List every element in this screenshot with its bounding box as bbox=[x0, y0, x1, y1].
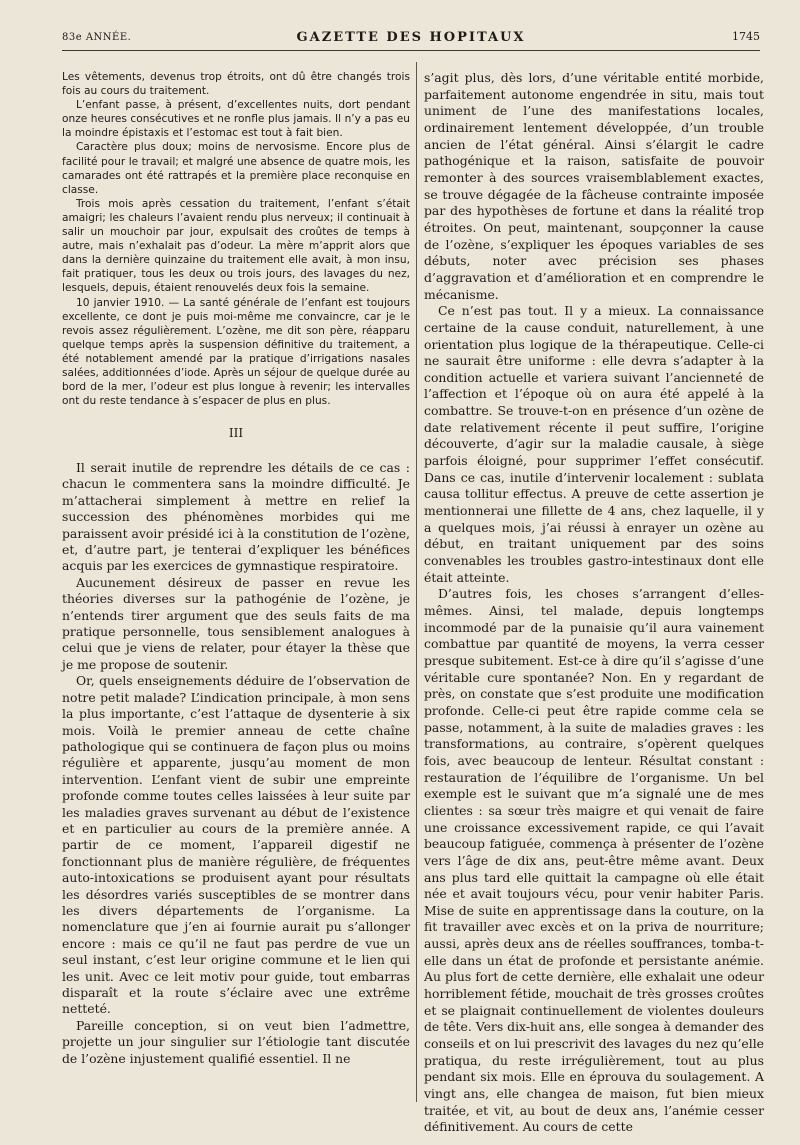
paragraph: L’enfant passe, à présent, d’excellentes nuits, dort pendant onze heures consécutives et ne ronfle plus jamais. Il n’y a pas eu la moindre épistaxis et l’estomac est tout à fait bien. bbox=[62, 99, 410, 140]
page-number: 1745 bbox=[732, 30, 760, 43]
paragraph: Trois mois après cessation du traitement, l’enfant s’était amaigri; les chaleurs l’avaient rendu plus nerveux; il continuait à salir un mouchoir par jour, expulsait des croûtes de temps à autre, mais n’exhalait pas d’odeur. La mère m’apprit alors que dans la dernière quinzaine du traitement elle avait, à mon insu, fait pratiquer, tous les deux ou trois jours, des lavages du nez, lesquels, depuis, étaient renouvelés deux fois la semaine. bbox=[62, 197, 410, 295]
paragraph: Ce n’est pas tout. Il y a mieux. La connaissance certaine de la cause conduit, naturellement, à une orientation plus logique de la thérapeutique. Celle-ci ne saurait être uniforme : elle devra s’adapter à la condition actuelle et variera suivant l’ancienneté de l’affection et l’époque où on aura été appelé à la combattre. Se trouve-t-on en présence d’un ozène de date relativement récente il peut suffire, l’origine découverte, d’agir sur la maladie causale, à siège parfois éloigné, pour supprimer l’effet consécutif. Dans ce cas, inutile d’intervenir localement : sublata causa tollitur effectus. A preuve de cette assertion je mentionnerai une fillette de 4 ans, chez laquelle, il y a quelques mois, j’ai réussi à enrayer un ozène au début, en traitant uniquement par des soins convenables les troubles gastro-intestinaux dont elle était atteinte. bbox=[424, 303, 764, 585]
paragraph: Il serait inutile de reprendre les détails de ce cas : chacun le commentera sans la moindre difficulté. Je m’attacherai simplement à mettre en relief la succession des phénomènes morbides qui me paraissent avoir présidé ici à la constitution de l’ozène, et, d’autre part, je tenterai d’expliquer les bénéfices acquis par les exercices de gymnastique respiratoire. bbox=[62, 460, 410, 574]
paragraph: Les vêtements, devenus trop étroits, ont dû être changés trois fois au cours du traitement. bbox=[62, 71, 410, 98]
journal-title: GAZETTE DES HOPITAUX bbox=[296, 30, 526, 45]
column-divider bbox=[416, 62, 417, 1102]
volume-label: 83e ANNÉE. bbox=[62, 32, 132, 43]
left-column-case-notes bbox=[62, 70, 410, 408]
paragraph: 10 janvier 1910. — La santé générale de l’enfant est toujours excellente, ce dont je puis moi-même me convaincre, car je le revois assez régulièrement. L’ozène, me dit son père, réapparu quelque temps après la suspension définitive du traitement, a été notablement amendé par la pratique d’irrigations nasales salées, additionnées d’iode. Après un séjour de quelque durée au bord de la mer, l’odeur est plus longue à revenir; les intervalles ont du reste tendance à s’espacer de plus en plus. bbox=[62, 296, 410, 408]
paragraph: Caractère plus doux; moins de nervosisme. Encore plus de facilité pour le travail; et malgré une absence de quatre mois, les camarades ont été rattrapés et la première place reconquise en classe. bbox=[62, 141, 410, 196]
paragraph: Pareille conception, si on veut bien l’admettre, projette un jour singulier sur l’étiologie tant discutée de l’ozène injustement qualifié essentiel. Il ne bbox=[62, 1017, 410, 1066]
paragraph: s’agit plus, dès lors, d’une véritable entité morbide, parfaitement autonome engendrée in situ, mais tout uniment de l’une des manifestations locales, ordinairement lentement développée, d’un trouble ancien de l’état général. Ainsi s’élargit le cadre pathogénique et la raison, satisfaite de pouvoir remonter à des sources vraisemblablement exactes, se trouve dégagée de la fâcheuse contrainte imposée par des hypothèses de fortune et dans la réalité trop étroites. On peut, maintenant, soupçonner la cause de l’ozène, s’expliquer les époques variables de ses débuts, noter avec précision ses phases d’aggravation et d’amélioration et en comprendre le mécanisme. bbox=[424, 70, 764, 302]
page-header bbox=[62, 26, 760, 51]
left-column-discussion bbox=[62, 460, 410, 1067]
paragraph: Aucunement désireux de passer en revue les théories diverses sur la pathogénie de l’ozène, je n’entends tirer argument que des seuls faits de ma pratique personnelle, tous sensiblement analogues à celui que je viens de relater, pour étayer la thèse que je me propose de soutenir. bbox=[62, 574, 410, 672]
section-heading: III bbox=[228, 426, 244, 440]
paragraph: D’autres fois, les choses s’arrangent d’elles-mêmes. Ainsi, tel malade, depuis longtemps incommodé par de la punaisie qu’il aura vainement combattue par quantité de moyens, la verra cesser presque subitement. Est-ce à dire qu’il s’agisse d’une véritable cure spontanée? Non. En y regardant de près, on constate que s’est produite une modification profonde. Celle-ci peut être rapide comme cela se passe, notamment, à la suite de maladies graves : les transformations, au contraire, s’opèrent quelques fois, avec beaucoup de lenteur. Résultat constant : restauration de l’équilibre de l’organisme. Un bel exemple est le suivant que m’a signalé une de mes clientes : sa sœur très maigre et qui venait de faire une croissance excessivement rapide, ce qui l’avait beaucoup fatiguée, commença à présenter de l’ozène vers l’âge de dix ans, peut-être même avant. Deux ans plus tard elle quittait la campagne où elle était née et avait toujours vécu, pour venir habiter Paris. Mise de suite en apprentissage dans la couture, on la fit travailler avec excès et on la priva de nourriture; aussi, après deux ans de réelles souffrances, tomba-t-elle dans un état de profonde et persistante anémie. Au plus fort de cette dernière, elle exhalait une odeur horriblement fétide, mouchait de très grosses croûtes et se plaignait continuellement de violentes douleurs de tête. Vers dix-huit ans, elle songea à demander des conseils et on lui prescrivit des lavages du nez qu’elle pratiqua, du reste irrégulièrement, tout au plus pendant six mois. Elle en éprouva du soulagement. A vingt ans, elle changea de maison, fut bien mieux traitée, et vit, au bout de deux ans, l’anémie cesser définitivement. Au cours de cette bbox=[424, 586, 764, 1135]
right-column bbox=[424, 70, 764, 1136]
paragraph: Or, quels enseignements déduire de l’observation de notre petit malade? L’indication principale, à mon sens la plus importante, c’est l’attaque de dysenterie à six mois. Voilà le premier anneau de cette chaîne pathologique qui se continuera de façon plus ou moins régulière et apparente, jusqu’au moment de mon intervention. L’enfant vient de subir une empreinte profonde comme toutes celles laissées à leur suite par les maladies graves survenant au début de l’existence et en particulier au cours de la première année. A partir de ce moment, l’appareil digestif ne fonctionnant plus de manière régulière, de fréquentes auto-intoxications se produisent ayant pour résultats les désordres variés susceptibles de se montrer dans les divers départements de l’organisme. La nomenclature que j’en ai fournie aurait pu s’allonger encore : mais ce qu’il ne faut pas perdre de vue un seul instant, c’est leur origine commune et le lien qui les unit. Avec ce leit motiv pour guide, tout embarras disparaît et la route s’éclaire avec une extrême netteté. bbox=[62, 673, 410, 1017]
